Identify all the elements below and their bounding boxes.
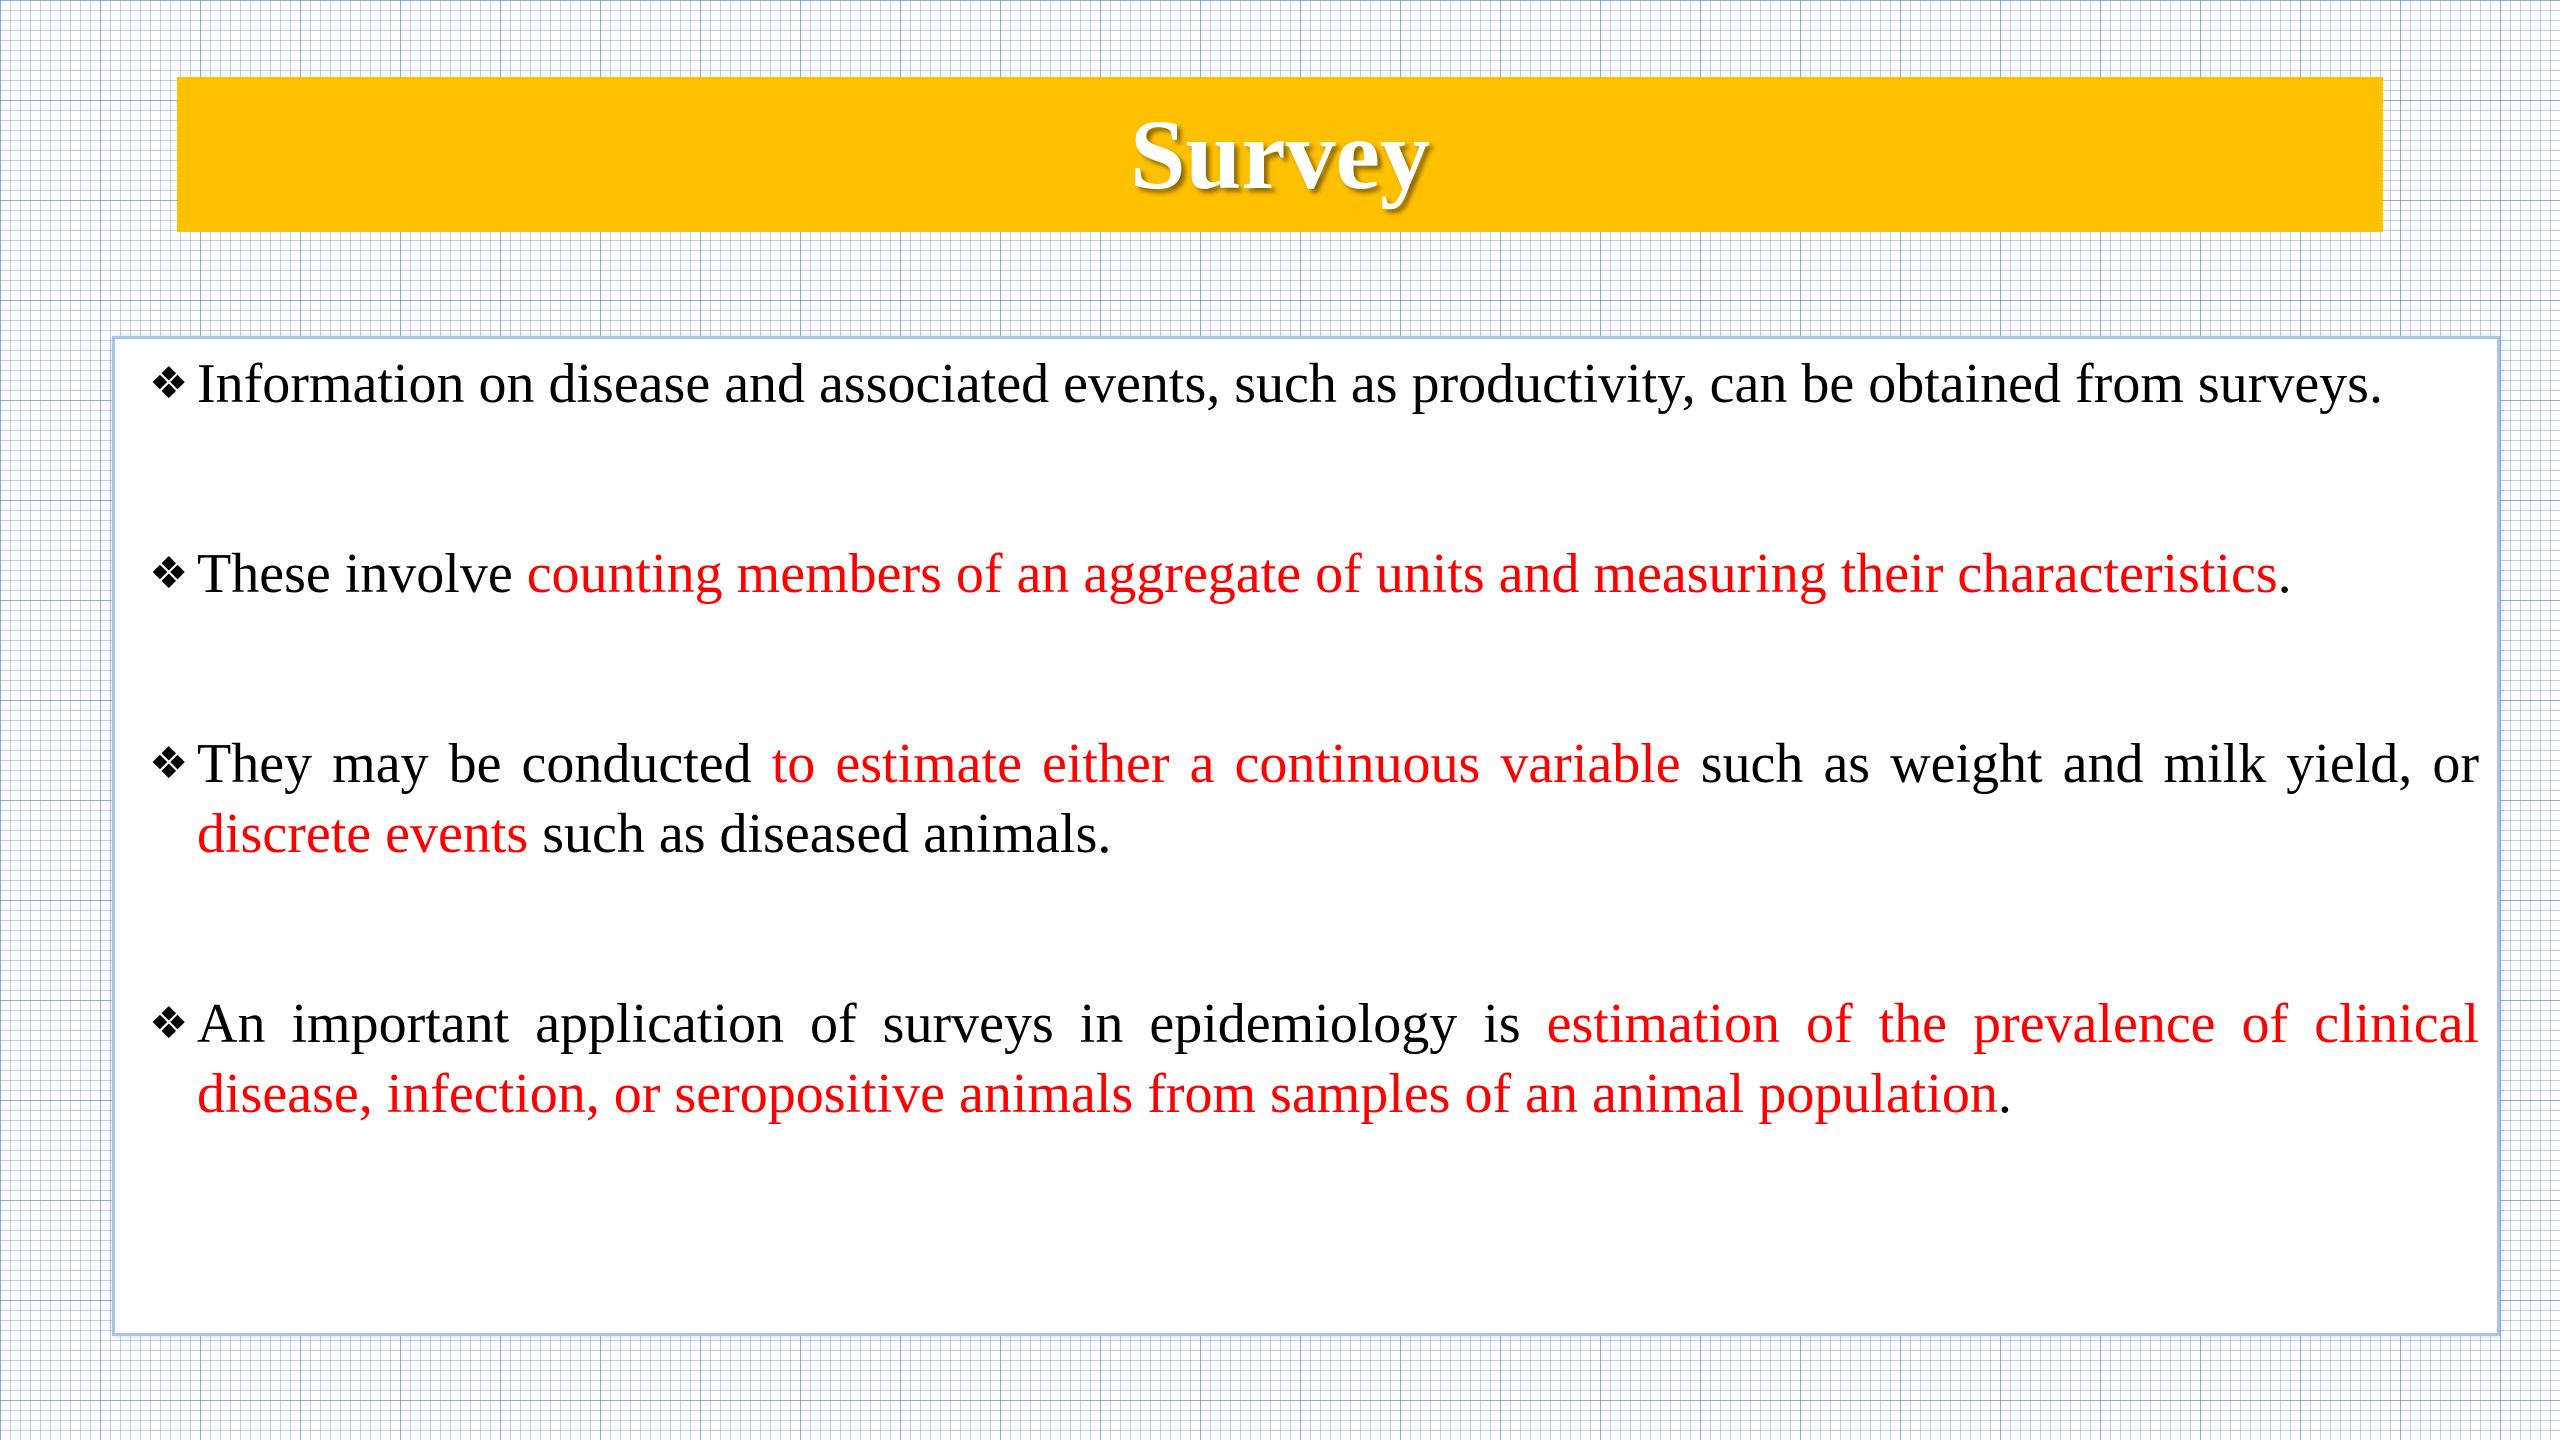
highlighted-text: counting members of an aggregate of units and measuring their characteristics <box>526 543 2278 605</box>
bullet-item <box>143 349 2479 419</box>
bullet-text: such as diseased animals. <box>528 803 1112 865</box>
bullet-item <box>143 539 2479 609</box>
bullet-text: These involve <box>197 543 527 605</box>
bullet-list <box>143 349 2479 1129</box>
four-diamond-bullet-icon: ❖ <box>149 738 189 789</box>
bullet-text: They may be conducted <box>197 733 772 795</box>
title-bar <box>177 77 2383 232</box>
slide-title: Survey <box>1130 98 1430 210</box>
bullet-item <box>143 729 2479 869</box>
highlighted-text: estimation of the prevalence of clinical disease, infection, or seropositive animals from samples of an animal population <box>197 993 2479 1125</box>
bullet-text: Information on disease and associated events, such as productivity, can be obtained from surveys. <box>197 353 2383 415</box>
content-box <box>112 336 2500 1336</box>
four-diamond-bullet-icon: ❖ <box>149 358 189 409</box>
bullet-text: . <box>2277 543 2292 605</box>
four-diamond-bullet-icon: ❖ <box>149 998 189 1049</box>
bullet-text: An important application of surveys in epidemiology is <box>197 993 1547 1055</box>
bullet-text: . <box>1997 1063 2012 1125</box>
bullet-item <box>143 989 2479 1129</box>
four-diamond-bullet-icon: ❖ <box>149 548 189 599</box>
highlighted-text: to estimate either a continuous variable <box>771 733 1681 795</box>
highlighted-text: discrete events <box>197 803 529 865</box>
bullet-text: such as weight and milk yield, or <box>1680 733 2479 795</box>
